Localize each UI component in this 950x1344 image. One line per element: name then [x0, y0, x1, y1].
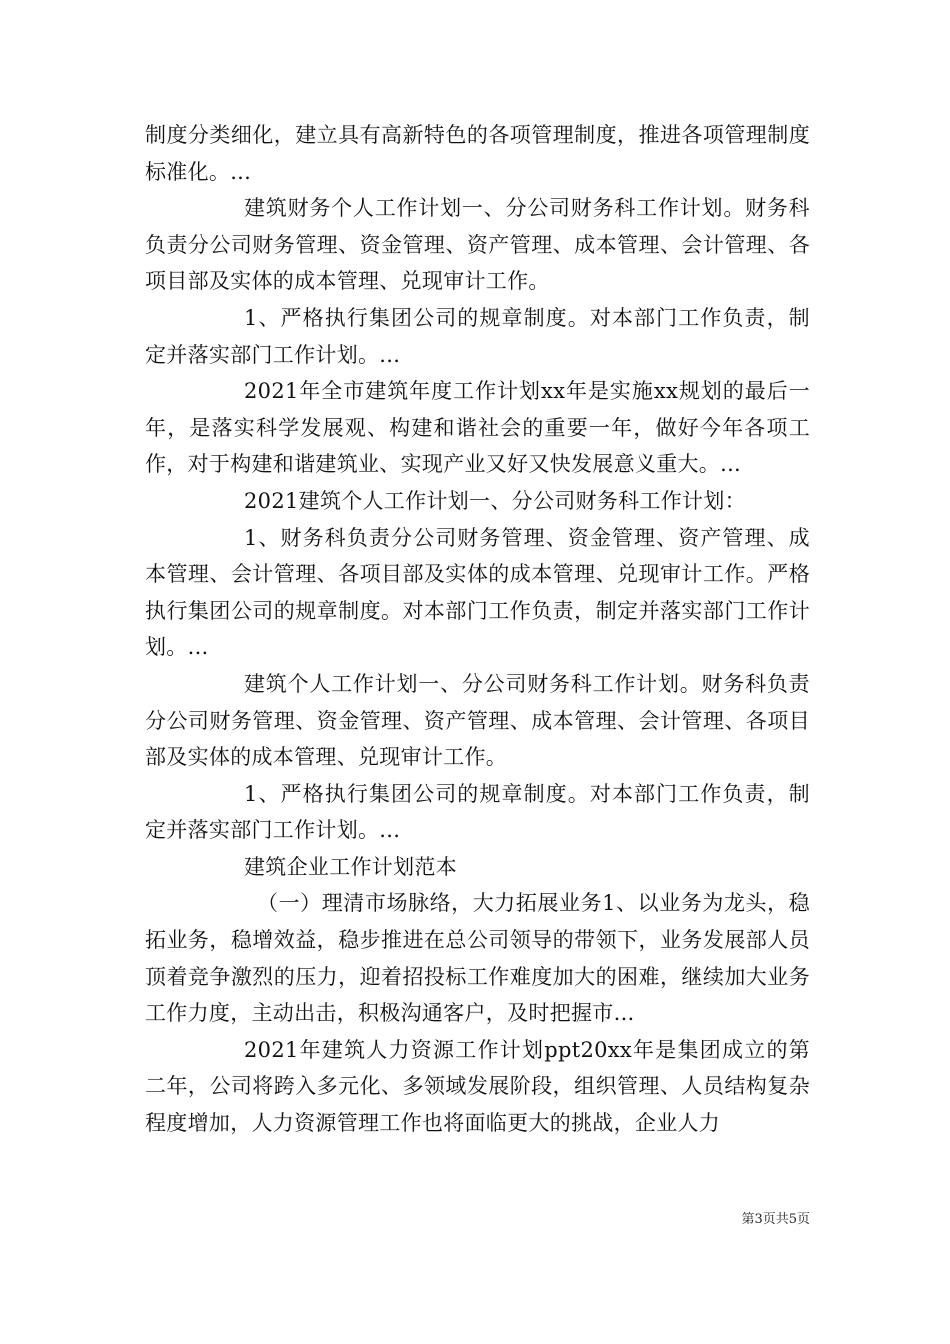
- page-number: 第3页共5页: [741, 1212, 810, 1227]
- paragraph: 1、财务科负责分公司财务管理、资金管理、资产管理、成本管理、会计管理、各项目部及实体的成本管理、兑现审计工作。严格执行集团公司的规章制度。对本部门工作负责，制定并落实部门工作计划。...: [145, 525, 810, 660]
- section-heading: 建筑企业工作计划范本: [244, 854, 457, 879]
- paragraph: 2021年全市建筑年度工作计划xx年是实施xx规划的最后一年，是落实科学发展观、构建和谐社会的重要一年，做好今年各项工作，对于构建和谐建筑业、实现产业又好又快发展意义重大。...: [145, 379, 810, 477]
- paragraph: 1、严格执行集团公司的规章制度。对本部门工作负责，制定并落实部门工作计划。...: [145, 781, 810, 843]
- paragraph: 1、严格执行集团公司的规章制度。对本部门工作负责，制定并落实部门工作计划。...: [145, 305, 810, 367]
- document-body: [145, 117, 810, 1142]
- paragraph: （一）理清市场脉络，大力拓展业务1、以业务为龙头，稳拓业务，稳增效益，稳步推进在总公司领导的带领下，业务发展部人员顶着竞争激烈的压力，迎着招投标工作难度加大的困难，继续加大业务工作力度，主动出击，积极沟通客户，及时把握市...: [145, 891, 810, 1026]
- paragraph: 建筑财务个人工作计划一、分公司财务科工作计划。财务科负责分公司财务管理、资金管理、资产管理、成本管理、会计管理、各项目部及实体的成本管理、兑现审计工作。: [145, 196, 810, 294]
- paragraph: 制度分类细化，建立具有高新特色的各项管理制度，推进各项管理制度标准化。...: [145, 123, 810, 184]
- paragraph: 2021年建筑人力资源工作计划ppt20xx年是集团成立的第二年，公司将跨入多元化、多领域发展阶段，组织管理、人员结构复杂程度增加，人力资源管理工作也将面临更大的挑战，企业人力: [145, 1037, 810, 1136]
- paragraph: 2021建筑个人工作计划一、分公司财务科工作计划：: [244, 488, 746, 513]
- paragraph: 建筑个人工作计划一、分公司财务科工作计划。财务科负责分公司财务管理、资金管理、资产管理、成本管理、会计管理、各项目部及实体的成本管理、兑现审计工作。: [145, 671, 810, 770]
